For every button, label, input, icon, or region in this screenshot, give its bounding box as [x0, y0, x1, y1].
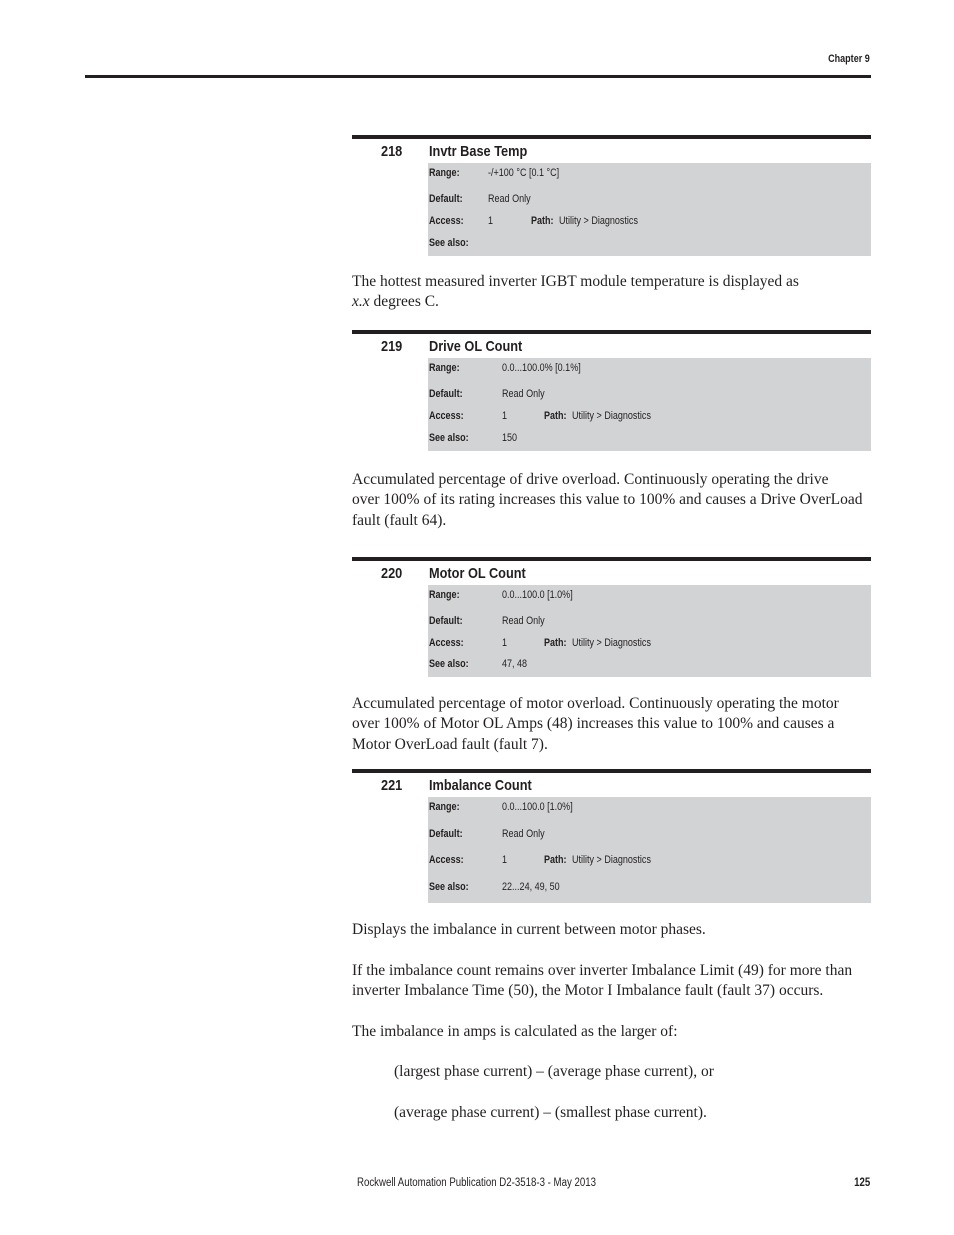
range-row [428, 801, 871, 817]
description-219 [352, 470, 882, 531]
access-row [428, 215, 871, 231]
parameter-218 [352, 135, 871, 256]
path-value: Utility > Diagnostics [559, 215, 638, 227]
parameter-header [352, 139, 871, 163]
range-label: Range: [429, 362, 460, 374]
default-label: Default: [429, 615, 463, 627]
range-value: -/+100 °C [0.1 °C] [488, 167, 560, 179]
see-also-label: See also: [429, 432, 469, 444]
formula-2 [394, 1103, 924, 1123]
parameter-header [352, 334, 871, 358]
see-also-label: See also: [429, 881, 469, 893]
header-rule [85, 75, 871, 78]
see-also-value: 47, 48 [502, 658, 528, 670]
range-value: 0.0...100.0 [1.0%] [502, 801, 573, 813]
path-value: Utility > Diagnostics [572, 410, 651, 422]
description-text: degrees C. [369, 293, 439, 311]
default-label: Default: [429, 388, 463, 400]
parameter-header [352, 773, 871, 797]
default-row [428, 388, 871, 404]
see-also-row [428, 432, 871, 448]
description-line: The hottest measured inverter IGBT module temperature is displayed as [352, 273, 799, 290]
chapter-label: Chapter 9 [828, 53, 870, 65]
see-also-label: See also: [429, 237, 469, 249]
description-221-calc [352, 1022, 882, 1042]
parameter-name: Invtr Base Temp [429, 143, 528, 160]
access-value: 1 [502, 410, 508, 422]
description-221-intro [352, 920, 882, 940]
default-row [428, 193, 871, 209]
access-row [428, 637, 871, 653]
access-value: 1 [502, 637, 508, 649]
parameter-number: 220 [381, 565, 403, 582]
access-label: Access: [429, 854, 464, 866]
parameter-info-box [428, 358, 871, 451]
range-row [428, 167, 871, 183]
range-label: Range: [429, 167, 460, 179]
access-row [428, 410, 871, 426]
parameter-number: 219 [381, 338, 403, 355]
parameter-info-box [428, 585, 871, 677]
parameter-221 [352, 769, 871, 903]
description-221-fault [352, 961, 882, 1002]
access-value: 1 [502, 854, 508, 866]
parameter-name: Motor OL Count [429, 565, 526, 582]
description-line: Displays the imbalance in current between motor phases. [352, 921, 706, 938]
description-line: Accumulated percentage of motor overload. Continuously operating the motor [352, 695, 839, 712]
description-line: inverter Imbalance Time (50), the Motor I Imbalance fault (fault 37) occurs. [352, 982, 824, 1000]
formula-line: (largest phase current) – (average phase current), or [394, 1063, 714, 1080]
range-label: Range: [429, 589, 460, 601]
page-number: 125 [853, 1177, 870, 1189]
see-also-row [428, 658, 871, 674]
access-row [428, 854, 871, 870]
access-value: 1 [488, 215, 494, 227]
see-also-value: 150 [502, 432, 518, 444]
footer-publication: Rockwell Automation Publication D2-3518-3 - May 2013 [357, 1177, 596, 1189]
range-value: 0.0...100.0% [0.1%] [502, 362, 581, 374]
default-value: Read Only [502, 388, 545, 400]
see-also-row [428, 881, 871, 897]
range-row [428, 362, 871, 378]
description-line: Accumulated percentage of drive overload. Continuously operating the drive [352, 471, 829, 488]
path-label: Path: [544, 854, 567, 866]
description-line: over 100% of Motor OL Amps (48) increases this value to 100% and causes a [352, 715, 835, 733]
range-row [428, 589, 871, 605]
description-218 [352, 272, 882, 313]
description-line: Motor OverLoad fault (fault 7). [352, 735, 548, 753]
path-label: Path: [544, 637, 567, 649]
default-value: Read Only [502, 615, 545, 627]
default-label: Default: [429, 193, 463, 205]
parameter-name: Drive OL Count [429, 338, 523, 355]
description-line [352, 292, 882, 312]
description-line: over 100% of its rating increases this value to 100% and causes a Drive OverLoad [352, 491, 863, 509]
description-line: If the imbalance count remains over inverter Imbalance Limit (49) for more than [352, 962, 853, 979]
see-also-label: See also: [429, 658, 469, 670]
formula-line: (average phase current) – (smallest phase current). [394, 1104, 707, 1121]
path-value: Utility > Diagnostics [572, 637, 651, 649]
access-label: Access: [429, 637, 464, 649]
parameter-number: 221 [381, 777, 403, 794]
description-line: The imbalance in amps is calculated as the larger of: [352, 1023, 678, 1040]
italic-term: x.x [352, 293, 370, 311]
see-also-row [428, 237, 871, 253]
description-220 [352, 694, 882, 755]
parameter-219 [352, 330, 871, 451]
parameter-number: 218 [381, 143, 403, 160]
default-row [428, 615, 871, 631]
parameter-info-box [428, 797, 871, 903]
parameter-name: Imbalance Count [429, 777, 532, 794]
parameter-info-box [428, 163, 871, 256]
default-value: Read Only [502, 828, 545, 840]
default-row [428, 828, 871, 844]
path-value: Utility > Diagnostics [572, 854, 651, 866]
default-label: Default: [429, 828, 463, 840]
access-label: Access: [429, 215, 464, 227]
range-label: Range: [429, 801, 460, 813]
path-label: Path: [544, 410, 567, 422]
range-value: 0.0...100.0 [1.0%] [502, 589, 573, 601]
default-value: Read Only [488, 193, 531, 205]
parameter-220 [352, 557, 871, 677]
see-also-value: 22...24, 49, 50 [502, 881, 560, 893]
access-label: Access: [429, 410, 464, 422]
formula-1 [394, 1062, 924, 1082]
description-line: fault (fault 64). [352, 511, 447, 529]
path-label: Path: [531, 215, 554, 227]
parameter-header [352, 561, 871, 585]
